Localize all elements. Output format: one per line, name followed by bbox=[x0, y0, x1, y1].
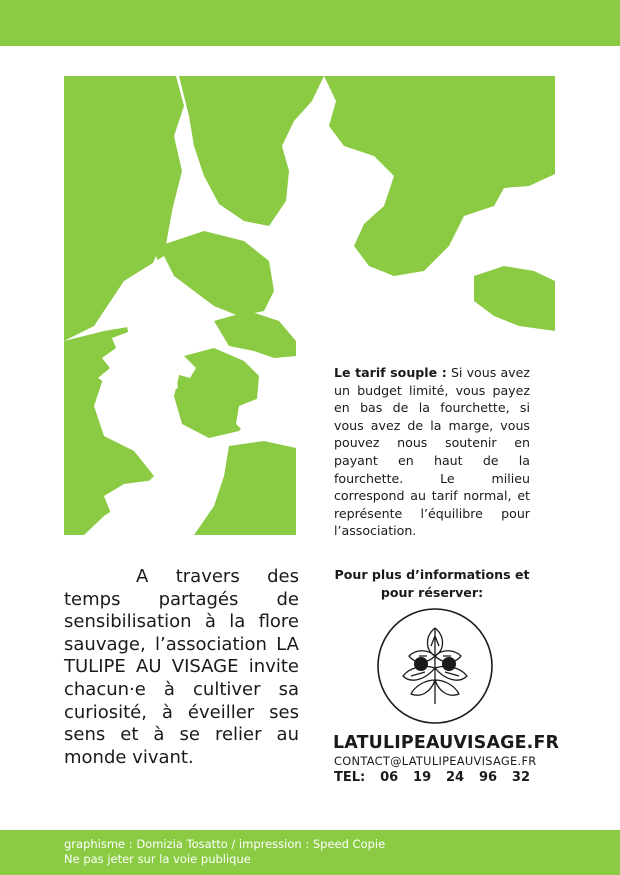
top-accent-bar bbox=[0, 0, 620, 46]
tree-leaves-icon bbox=[375, 606, 495, 726]
tarif-label: Le tarif souple : bbox=[334, 365, 447, 380]
email-link[interactable]: CONTACT@LATULIPEAUVISAGE.FR bbox=[334, 754, 537, 768]
footer-credits: graphisme : Domizia Tosatto / impression : Speed Copie bbox=[64, 837, 386, 851]
tel-group: 19 bbox=[413, 770, 432, 785]
tel-group: 24 bbox=[446, 770, 465, 785]
info-title: Pour plus d’informations et pour réserver: bbox=[334, 567, 530, 600]
tarif-souple-paragraph bbox=[334, 364, 530, 540]
intro-text: A travers des temps partagés de sensibilisation à la flore sauvage, l’association LA TULIPE AU VISAGE invite chacun·e à cultiver sa curiosité, à éveiller ses sens et à se relier au monde vivant. bbox=[64, 566, 299, 768]
tel-group: 32 bbox=[511, 770, 530, 785]
footer-notice: Ne pas jeter sur la voie publique bbox=[64, 852, 251, 866]
phone-number bbox=[334, 770, 530, 785]
tarif-text: Si vous avez un budget limité, vous payez en bas de la fourchette, si vous avez de la marge, vous pouvez nous soutenir en payant en haut de la fourchette. Le milieu correspond au tarif normal, et représente l’équilibre pour l’association. bbox=[334, 365, 530, 539]
tel-label: TEL: bbox=[334, 770, 366, 785]
intro-paragraph bbox=[64, 566, 299, 769]
tel-group: 96 bbox=[478, 770, 498, 785]
footer-bar bbox=[0, 830, 620, 875]
tel-group: 06 bbox=[380, 770, 399, 785]
website-link[interactable]: LATULIPEAUVISAGE.FR bbox=[333, 733, 560, 753]
